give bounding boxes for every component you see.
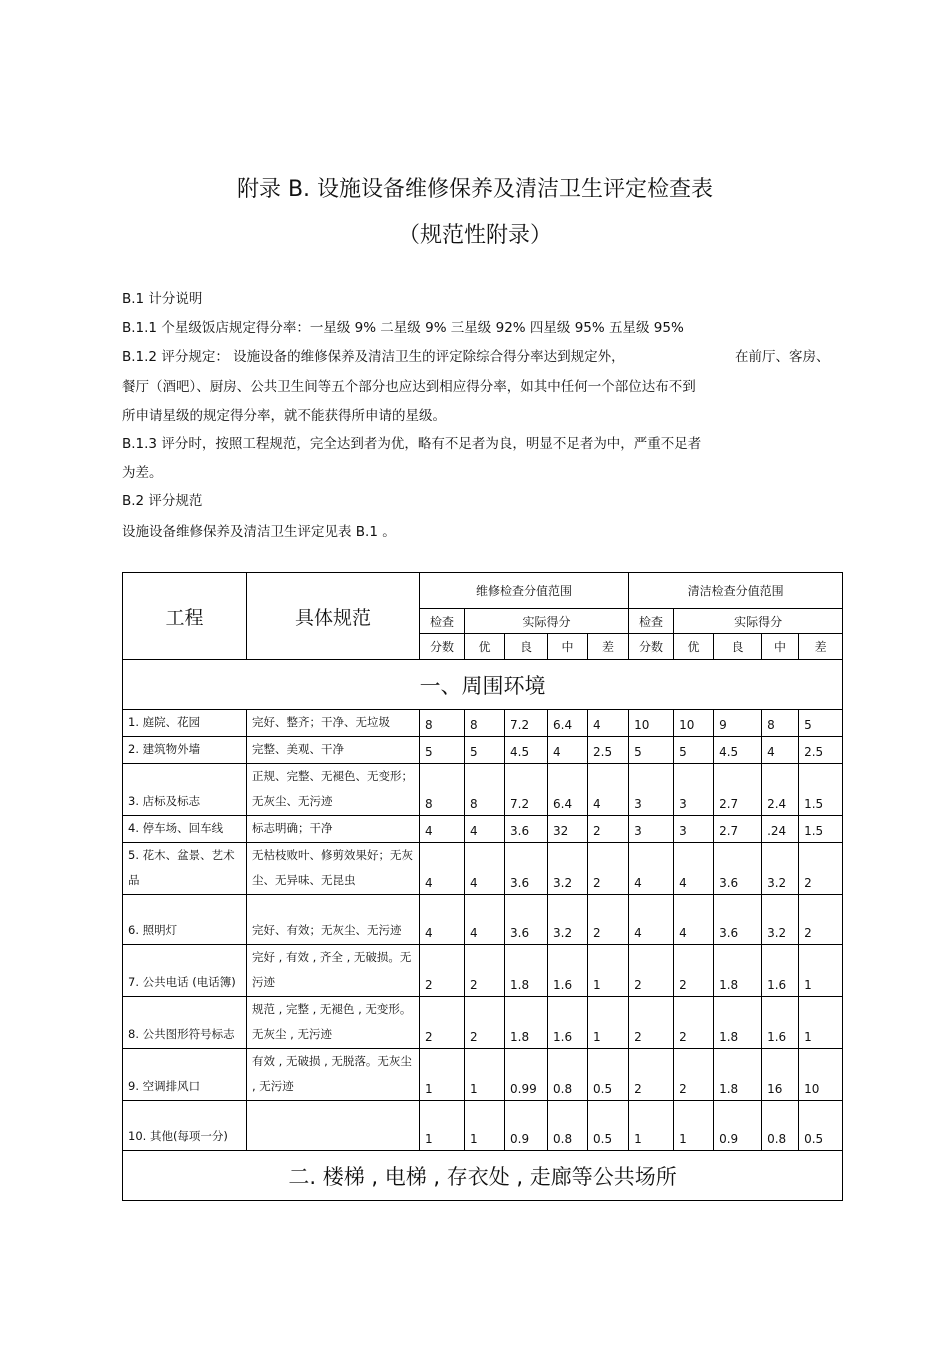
para-b12b: 在前厅、客房、 <box>735 349 830 365</box>
score-cell: 0.5 <box>799 1101 843 1151</box>
header-repair-liang: 良 <box>505 634 548 660</box>
row-item-name: 10. 其他(每项一分) <box>123 1101 247 1151</box>
score-cell: 3.2 <box>548 895 588 945</box>
score-cell: 1 <box>465 1049 505 1101</box>
score-cell: 4 <box>465 816 505 843</box>
score-cell: 8 <box>465 710 505 737</box>
para-b13b: 为差。 <box>122 465 163 481</box>
score-cell: 4 <box>588 710 629 737</box>
score-cell: 7.2 <box>505 764 548 816</box>
score-cell: 1.8 <box>505 945 548 997</box>
score-cell: 1 <box>588 997 629 1049</box>
table-row <box>123 710 843 737</box>
score-cell: 1 <box>799 997 843 1049</box>
header-clean-liang: 良 <box>714 634 762 660</box>
score-cell: 4 <box>548 737 588 764</box>
score-cell: 2.5 <box>588 737 629 764</box>
score-cell: 1.5 <box>799 816 843 843</box>
score-cell: 1 <box>420 1049 465 1101</box>
para-b12d: 所申请星级的规定得分率，就不能获得所申请的星级。 <box>122 408 446 424</box>
score-cell: 2 <box>465 945 505 997</box>
score-cell: 1 <box>465 1101 505 1151</box>
header-repair-zhong: 中 <box>548 634 588 660</box>
header-clean-you: 优 <box>674 634 714 660</box>
score-cell: 4 <box>762 737 799 764</box>
para-b13a: B.1.3 评分时，按照工程规范，完全达到者为优，略有不足者为良，明显不足者为中，严重不足者 <box>122 436 702 452</box>
score-cell: 1.8 <box>505 997 548 1049</box>
score-cell: 5 <box>629 737 674 764</box>
row-item-name: 9. 空调排风口 <box>123 1049 247 1101</box>
score-cell: 8 <box>420 764 465 816</box>
score-cell: 2 <box>588 816 629 843</box>
score-cell: .24 <box>762 816 799 843</box>
header-repair-range: 维修检查分值范围 <box>420 573 629 609</box>
score-cell: 2 <box>588 843 629 895</box>
score-cell: 1 <box>674 1101 714 1151</box>
table-row <box>123 895 843 945</box>
score-cell: 1 <box>799 945 843 997</box>
row-spec: 无枯枝败叶、修剪效果好；无灰尘、无异味、无昆虫 <box>247 843 420 895</box>
score-cell: 16 <box>762 1049 799 1101</box>
para-b12c: 餐厅（酒吧）、厨房、公共卫生间等五个部分也应达到相应得分率，如其中任何一个部位达布不到 <box>122 379 696 395</box>
header-clean-check: 检查 <box>629 609 674 634</box>
score-cell: 4 <box>588 764 629 816</box>
score-cell: 2 <box>629 1049 674 1101</box>
header-clean-cha: 差 <box>799 634 843 660</box>
score-cell: 2 <box>799 843 843 895</box>
score-cell: 2 <box>420 945 465 997</box>
score-cell: 2.7 <box>714 764 762 816</box>
row-item-name: 5. 花木、盆景、艺术品 <box>123 843 247 895</box>
score-cell: 6.4 <box>548 764 588 816</box>
para-b12a: B.1.2 评分规定： 设施设备的维修保养及清洁卫生的评定除综合得分率达到规定外， <box>122 349 625 365</box>
score-cell: 4 <box>674 895 714 945</box>
score-cell: 10 <box>799 1049 843 1101</box>
score-cell: 4.5 <box>505 737 548 764</box>
score-cell: 2 <box>674 997 714 1049</box>
score-cell: 3.6 <box>505 843 548 895</box>
row-spec: 完好 , 有效 , 齐全 , 无破损。无污迹 <box>247 945 420 997</box>
row-spec: 正规、完整、无褪色、无变形；无灰尘、无污迹 <box>247 764 420 816</box>
score-cell: 4 <box>629 843 674 895</box>
score-cell: 5 <box>465 737 505 764</box>
score-cell: 1.8 <box>714 1049 762 1101</box>
header-repair-check: 检查 <box>420 609 465 634</box>
row-spec: 规范 , 完整 , 无褪色 , 无变形。无灰尘 , 无污迹 <box>247 997 420 1049</box>
score-cell: 32 <box>548 816 588 843</box>
table-row <box>123 997 843 1049</box>
score-cell: 4 <box>420 816 465 843</box>
score-cell: 2 <box>465 997 505 1049</box>
row-spec: 有效 , 无破损 , 无脱落。无灰尘 , 无污迹 <box>247 1049 420 1101</box>
score-cell: 2 <box>420 997 465 1049</box>
score-cell: 4 <box>465 895 505 945</box>
table-row <box>123 737 843 764</box>
score-cell: 3 <box>674 764 714 816</box>
score-cell: 1.6 <box>548 997 588 1049</box>
table-row <box>123 843 843 895</box>
score-cell: 3.2 <box>762 843 799 895</box>
header-clean-zhong: 中 <box>762 634 799 660</box>
score-cell: 0.8 <box>548 1049 588 1101</box>
score-cell: 3.6 <box>505 895 548 945</box>
score-cell: 1.8 <box>714 997 762 1049</box>
score-cell: 2.4 <box>762 764 799 816</box>
header-clean-actual: 实际得分 <box>674 609 843 634</box>
score-cell: 4 <box>465 843 505 895</box>
score-cell: 1 <box>629 1101 674 1151</box>
score-cell: 4 <box>629 895 674 945</box>
score-cell: 0.5 <box>588 1101 629 1151</box>
row-item-name: 3. 店标及标志 <box>123 764 247 816</box>
para-b2a: 设施设备维修保养及清洁卫生评定见表 B.1 。 <box>122 524 396 540</box>
score-cell: 10 <box>629 710 674 737</box>
score-cell: 5 <box>799 710 843 737</box>
score-cell: 1.8 <box>714 945 762 997</box>
section-b2: B.2 评分规范 <box>122 493 203 509</box>
score-cell: 5 <box>420 737 465 764</box>
score-cell: 1.5 <box>799 764 843 816</box>
score-cell: 4 <box>420 895 465 945</box>
table-row <box>123 945 843 997</box>
score-cell: 2 <box>674 945 714 997</box>
row-item-name: 4. 停车场、回车线 <box>123 816 247 843</box>
section-b1: B.1 计分说明 <box>122 291 203 307</box>
score-cell: 3.2 <box>762 895 799 945</box>
score-cell: 1 <box>420 1101 465 1151</box>
score-cell: 3.6 <box>505 816 548 843</box>
score-cell: 2.5 <box>799 737 843 764</box>
score-cell: 2 <box>629 997 674 1049</box>
score-cell: 3 <box>674 816 714 843</box>
score-cell: 8 <box>420 710 465 737</box>
score-cell: 3.6 <box>714 843 762 895</box>
para-b11: B.1.1 个星级饭店规定得分率：一星级 9% 二星级 9% 三星级 92% 四星级 95% 五星级 95% <box>122 320 684 336</box>
table-row <box>123 1049 843 1101</box>
table-row <box>123 816 843 843</box>
score-cell: 4 <box>420 843 465 895</box>
score-cell: 8 <box>465 764 505 816</box>
score-cell: 2 <box>799 895 843 945</box>
section-heading-2: 二. 楼梯 , 电梯 , 存衣处 , 走廊等公共场所 <box>123 1151 843 1201</box>
header-repair-actual: 实际得分 <box>465 609 629 634</box>
score-cell: 0.8 <box>548 1101 588 1151</box>
score-cell: 10 <box>674 710 714 737</box>
score-cell: 3 <box>629 816 674 843</box>
page-title: 附录 B. 设施设备维修保养及清洁卫生评定检查表 <box>236 177 714 202</box>
table-row <box>123 1101 843 1151</box>
row-item-name: 6. 照明灯 <box>123 895 247 945</box>
score-cell: 1 <box>588 945 629 997</box>
score-cell: 1.6 <box>762 945 799 997</box>
page-subtitle: （规范性附录） <box>397 223 552 248</box>
score-cell: 0.99 <box>505 1049 548 1101</box>
header-clean-score: 分数 <box>629 634 674 660</box>
header-repair-you: 优 <box>465 634 505 660</box>
table-row <box>123 764 843 816</box>
score-cell: 5 <box>674 737 714 764</box>
header-clean-range: 清洁检查分值范围 <box>629 573 843 609</box>
score-cell: 3 <box>629 764 674 816</box>
row-spec: 标志明确；干净 <box>247 816 420 843</box>
row-item-name: 7. 公共电话 (电话簿) <box>123 945 247 997</box>
score-cell: 1.6 <box>762 997 799 1049</box>
score-cell: 9 <box>714 710 762 737</box>
header-repair-cha: 差 <box>588 634 629 660</box>
row-spec: 完好、整齐；干净、无垃圾 <box>247 710 420 737</box>
score-cell: 0.9 <box>505 1101 548 1151</box>
score-cell: 2 <box>674 1049 714 1101</box>
header-repair-score: 分数 <box>420 634 465 660</box>
score-cell: 2 <box>629 945 674 997</box>
score-cell: 1.6 <box>548 945 588 997</box>
score-cell: 3.2 <box>548 843 588 895</box>
score-cell: 8 <box>762 710 799 737</box>
row-item-name: 2. 建筑物外墙 <box>123 737 247 764</box>
score-cell: 0.8 <box>762 1101 799 1151</box>
row-spec <box>247 1101 420 1151</box>
score-cell: 7.2 <box>505 710 548 737</box>
score-cell: 4 <box>674 843 714 895</box>
score-cell: 0.5 <box>588 1049 629 1101</box>
score-cell: 0.9 <box>714 1101 762 1151</box>
row-spec: 完好、有效；无灰尘、无污迹 <box>247 895 420 945</box>
header-project: 工程 <box>123 573 247 660</box>
header-spec: 具体规范 <box>247 573 420 660</box>
score-cell: 2.7 <box>714 816 762 843</box>
row-item-name: 8. 公共图形符号标志 <box>123 997 247 1049</box>
score-cell: 3.6 <box>714 895 762 945</box>
row-spec: 完整、美观、干净 <box>247 737 420 764</box>
inspection-table <box>122 572 843 1201</box>
score-cell: 6.4 <box>548 710 588 737</box>
score-cell: 4.5 <box>714 737 762 764</box>
section-heading-1: 一、周围环境 <box>123 660 843 710</box>
row-item-name: 1. 庭院、花园 <box>123 710 247 737</box>
score-cell: 2 <box>588 895 629 945</box>
